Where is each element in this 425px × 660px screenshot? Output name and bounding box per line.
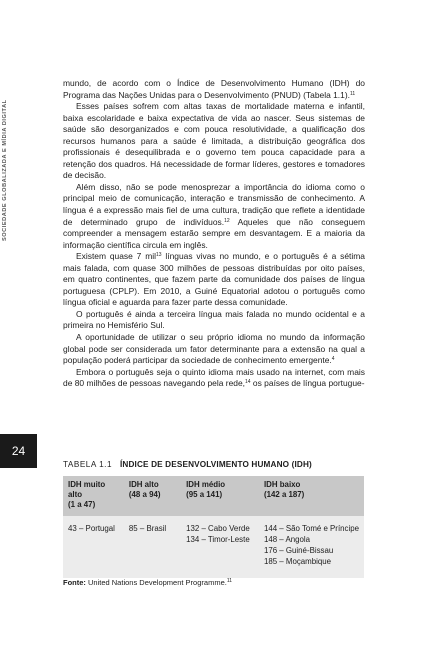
paragraph-text: Aqueles que não conseguem compreender a mensagem estarão sempre em desvantagem. E a maioria da informação científica circula em inglês. — [63, 216, 365, 250]
column-header-range: (1 a 47) — [68, 500, 96, 509]
footnote-ref: 11 — [226, 578, 233, 584]
country-entry: 144 – São Tomé e Príncipe — [263, 524, 359, 533]
footnote-ref: 4 — [331, 356, 335, 363]
paragraph-text: Embora o português seja o quinto idioma mais usado na internet, com mais de 80 milhões de pessoas navegando pela rede, — [63, 366, 365, 389]
column-header-range: (142 a 187) — [263, 490, 305, 499]
paragraph-text: Esses países sofrem com altas taxas de mortalidade materna e infantil, baixa escolaridade e baixa expectativa de vida ao nascer. Seus sistemas de saúde são desorganizados e com pouca resolutividade, a qualificação dos recursos humanos para a saúde é limitada, a distribuição geográfica dos profissionais é desequilibrada e o governo tem pouca capacidade para a retenção dos quadros. Há necessidade de formar líderes, gestores e tomadores de decisão. — [63, 101, 365, 181]
footnote-ref: 11 — [350, 90, 356, 97]
footnote-ref: 14 — [245, 379, 251, 386]
column-header-label: IDH baixo — [263, 480, 301, 489]
running-title: SOCIEDADE GLOBALIZADA E MÍDIA DIGITAL — [2, 99, 8, 241]
body-paragraph — [63, 182, 365, 251]
column-header — [63, 476, 124, 516]
column-header — [181, 476, 259, 516]
body-text — [63, 78, 365, 390]
column-header-label: IDH alto — [128, 480, 159, 489]
body-paragraph — [63, 101, 365, 182]
column-header-label: IDH muito alto — [68, 480, 106, 499]
paragraph-text: A oportunidade de utilizar o seu próprio idioma no mundo da informação global pode ser considerada um fator determinante para a extensão na qual a população poderá participar da sociedade de conhecimento emergente. — [63, 332, 365, 366]
paragraph-text: línguas vivas no mundo, e o português é a sétima mais falada, com quase 300 milhões de pessoas distribuídas por oito países, em quatro continentes, que fazem parte da comunidade dos países de língua portuguesa (CPLP). Em 2010, a Guiné Equatorial adotou o português como língua oficial e aguarda para fazer parte dessa comunidade. — [63, 251, 365, 308]
source-text: United Nations Development Programme. — [85, 578, 227, 587]
table-cell — [124, 516, 181, 578]
country-entry: 148 – Angola — [263, 535, 311, 544]
column-header — [124, 476, 181, 516]
page-number: 24 — [0, 434, 37, 468]
body-paragraph — [63, 78, 365, 101]
body-paragraph — [63, 309, 365, 332]
source-label: Fonte: — [63, 578, 86, 587]
paragraph-text: Além disso, não se pode menosprezar a importância do idioma como o principal meio de comunicação, interação e transmissão de conhecimento. A língua é a expressão mais fiel de uma cultura, tradição que reflete a identidade de determinado grupo de indivíduos. — [63, 181, 365, 227]
body-paragraph — [63, 332, 365, 367]
footnote-ref: 13 — [155, 252, 162, 259]
table-title: ÍNDICE DE DESENVOLVIMENTO HUMANO (IDH) — [120, 460, 312, 469]
idh-table — [63, 476, 364, 578]
country-entry: 176 – Guiné-Bissau — [263, 546, 334, 555]
country-entry: 43 – Portugal — [68, 524, 115, 533]
column-header-label: IDH médio — [186, 480, 226, 489]
country-entry: 134 – Timor-Leste — [186, 535, 250, 544]
table-caption — [63, 460, 312, 469]
table-label: TABELA 1.1 — [63, 460, 112, 469]
paragraph-text: os países de língua portugue- — [250, 378, 365, 389]
column-header-range: (48 a 94) — [128, 490, 161, 499]
paragraph-text: O português é ainda a terceira língua mais falada no mundo ocidental e a primeira no Hemisfério Sul. — [63, 308, 365, 331]
table-cell — [259, 516, 364, 578]
column-header-range: (95 a 141) — [186, 490, 223, 499]
paragraph-text: mundo, de acordo com o Índice de Desenvolvimento Humano (IDH) do Programa das Nações Unidas para o Desenvolvimento (PNUD) (Tabela 1.1). — [63, 78, 365, 100]
table-cell — [63, 516, 124, 578]
table-row — [63, 516, 364, 578]
country-entry: 85 – Brasil — [128, 524, 167, 533]
body-paragraph — [63, 251, 365, 309]
body-paragraph — [63, 367, 365, 390]
paragraph-text: Existem quase 7 mil — [76, 251, 156, 262]
footnote-ref: 12 — [224, 217, 230, 224]
table-cell — [181, 516, 259, 578]
table-header-row — [63, 476, 364, 516]
table-source — [63, 578, 232, 587]
country-entry: 185 – Moçambique — [263, 557, 332, 566]
column-header — [259, 476, 364, 516]
country-entry: 132 – Cabo Verde — [186, 524, 250, 533]
